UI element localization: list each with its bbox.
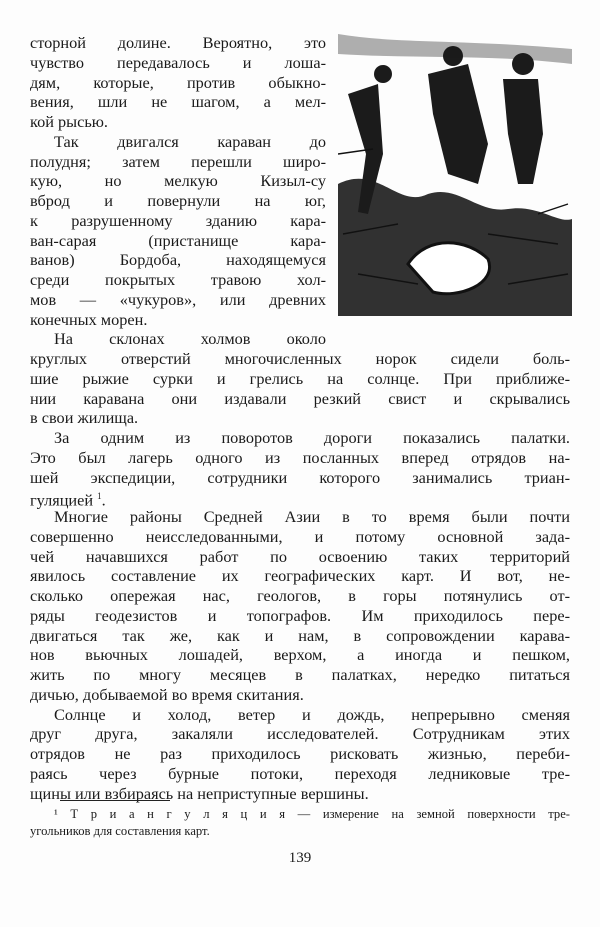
text-line	[30, 527, 570, 547]
text-line-content: Многие районы Средней Азии в то время были почти	[54, 507, 570, 526]
text-line	[30, 33, 326, 53]
text-line	[30, 606, 570, 626]
text-line-content: На склонах холмов около	[54, 329, 326, 349]
text-line-content: круглых отверстий многочисленных норок сидели боль-	[30, 349, 570, 368]
text-line	[30, 645, 570, 665]
text-line-content: конечных морен.	[30, 309, 148, 329]
text-line-content: в свои жилища.	[30, 408, 139, 428]
text-line-content: полудня; затем перешли широ-	[30, 151, 326, 171]
text-line	[30, 112, 326, 132]
text-line-content: нии каравана они издавали резкий свист и скрывались	[30, 388, 570, 408]
text-line-content: ¹ Т р и а н г у л я ц и я — измерение на земной поверхности тре-	[54, 807, 570, 821]
text-line-content: кую, но мелкую Кизыл-су	[30, 171, 326, 191]
text-line	[30, 290, 326, 310]
text-line	[30, 408, 570, 428]
text-line	[30, 724, 570, 744]
text-line-content: Солнце и холод, ветер и дождь, непрерывно сменяя	[54, 704, 570, 724]
text-line-content: отрядов не раз приходилось рисковать жизнью, переби-	[30, 744, 570, 763]
text-line	[30, 171, 326, 191]
text-line	[30, 191, 326, 211]
text-line	[30, 626, 570, 646]
text-line-content: Это был лагерь одного из посланных вперед отрядов на-	[30, 447, 570, 467]
text-line-content: к разрушенному зданию кара-	[30, 210, 326, 230]
text-line-content: двигаться так же, как и нам, в сопровождении карава-	[30, 625, 570, 645]
narrow-text-column	[30, 33, 326, 349]
text-line	[30, 310, 326, 330]
text-line-content: дичью, добываемой во время скитания.	[30, 684, 304, 704]
text-line-content: явилось составление их географических карт. И вот, не-	[30, 566, 570, 586]
text-line	[30, 92, 326, 112]
text-line-content: кой рысью.	[30, 112, 108, 131]
text-line-content: среди покрытых травою хол-	[30, 270, 326, 289]
text-line	[30, 231, 326, 251]
footnote-reference[interactable]: 1	[97, 491, 102, 502]
text-line	[30, 823, 570, 840]
text-line	[30, 586, 570, 606]
text-line-content: ряды геодезистов и топографов. Им приходилось пере-	[30, 605, 570, 625]
text-line	[30, 547, 570, 567]
footnote	[30, 806, 570, 840]
text-line-content: чей начавшихся работ по освоению таких территорий	[30, 546, 570, 566]
text-line	[30, 487, 570, 510]
text-line	[30, 389, 570, 409]
text-line	[30, 428, 570, 448]
text-line	[30, 250, 326, 270]
text-line	[30, 132, 326, 152]
text-line	[30, 685, 570, 705]
text-line	[30, 566, 570, 586]
text-line-content: шей экспедиции, сотрудники которого занимались триан-	[30, 467, 570, 487]
text-line	[30, 665, 570, 685]
text-line	[30, 705, 570, 725]
text-line-content: дям, которые, против обыкно-	[30, 72, 326, 92]
text-line-content: щины или взбираясь на неприступные вершины.	[30, 783, 369, 803]
text-line	[30, 507, 570, 527]
text-line-content: ванов) Бордоба, находящемуся	[30, 250, 326, 270]
text-line-content: мов — «чукуров», или древних	[30, 289, 326, 309]
punctuation: .	[101, 490, 106, 510]
text-line	[30, 53, 326, 73]
text-line-content: За одним из поворотов дороги показались палатки.	[54, 428, 570, 447]
text-line-content: шие рыжие сурки и грелись на солнце. При приближе-	[30, 368, 570, 388]
text-line-content: совершенно неисследованными, и потому основной зада-	[30, 526, 570, 546]
text-line-content: вения, шли не шагом, а мел-	[30, 92, 326, 112]
text-line	[30, 73, 326, 93]
text-line-content: сколько опережая нас, геологов, в горы потянулись от-	[30, 586, 570, 605]
footnote-divider	[60, 800, 170, 801]
text-line-content: гуляцией	[30, 490, 94, 510]
text-line	[30, 806, 570, 823]
text-line	[30, 152, 326, 172]
text-line-content: ван-сарая (пристанище кара-	[30, 230, 326, 250]
text-line	[30, 211, 326, 231]
text-line-content: нов вьючных лошадей, верхом, а иногда и пешком,	[30, 645, 570, 665]
text-line-content: чувство передавалось и лоша-	[30, 52, 326, 72]
text-line	[30, 349, 570, 369]
text-line	[30, 448, 570, 468]
main-text-column	[30, 349, 570, 803]
text-line-content: угольников для составления карт.	[30, 824, 210, 838]
page-number: 139	[288, 850, 312, 866]
illustration-travelers-on-rocks	[338, 34, 572, 316]
text-line-content: Так двигался караван до	[54, 131, 326, 151]
text-line	[30, 468, 570, 488]
text-line-content: сторной долине. Вероятно, это	[30, 33, 326, 52]
text-line-content: раясь через бурные потоки, переходя ледниковые тре-	[30, 763, 570, 783]
text-line	[30, 270, 326, 290]
text-line	[30, 764, 570, 784]
text-line	[30, 329, 326, 349]
text-line	[30, 369, 570, 389]
text-line-content: друг друга, закаляли исследователей. Сотрудникам этих	[30, 724, 570, 744]
text-line	[30, 744, 570, 764]
text-line-content: вброд и повернули на юг,	[30, 191, 326, 210]
text-line-content: жить по многу месяцев в палатках, нередко питаться	[30, 665, 570, 684]
